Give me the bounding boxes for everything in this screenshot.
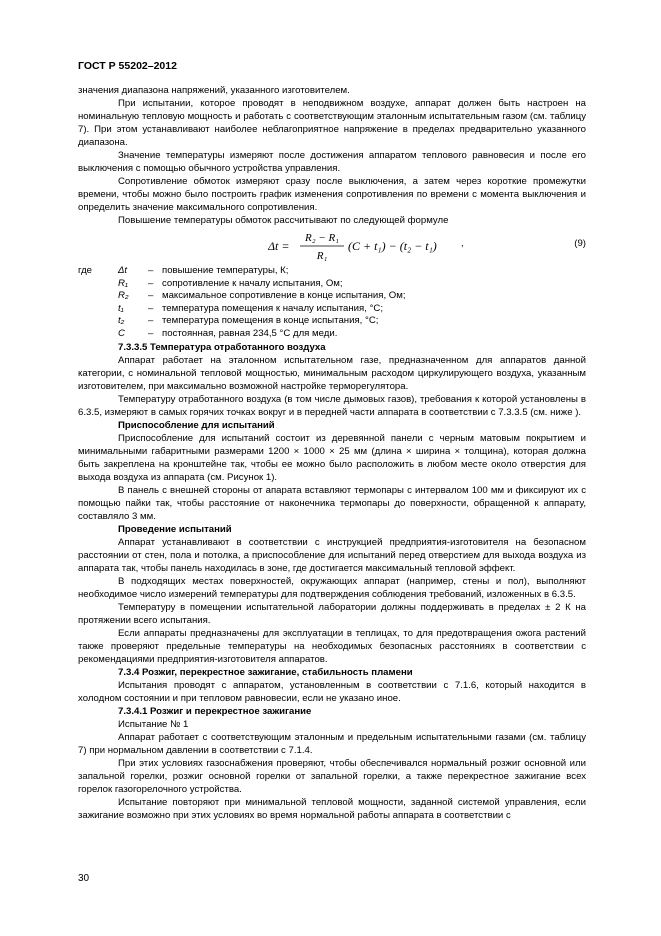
section-heading: 7.3.3.5 Температура отработанного воздуха [118,341,326,353]
paragraph: Сопротивление обмоток измеряют сразу после выключения, а затем через короткие промежутки времени, чтобы можно было построить график изменения сопротивления по времени с момента выключения и определить значение максимального сопротивления. [78,176,586,213]
paragraph: При этих условиях газоснабжения проверяют, чтобы обеспечивался нормальный розжиг основной или запальной горелки, розжиг основной горелки от запальной горелки, а также перекрестное зажигание всех горелок газогорелочного устройства. [78,757,586,795]
document-body [78,84,586,822]
subsection-heading: Проведение испытаний [118,523,232,535]
legend-text: повышение температуры, К; [162,265,289,276]
paragraph: Аппарат работает с соответствующим эталонным и предельным испытательными газами (см. таблицу 7) при нормальном давлении в соответствии с 7.1.4. [78,731,586,756]
formula-lhs: Δt = [268,239,290,253]
legend-dash: – [148,290,154,302]
legend-symbol: t₁ [118,302,124,314]
formula-numerator: R₂ − R₁ [304,232,340,244]
paragraph: Приспособление для испытаний состоит из деревянной панели с черным матовым покрытием и минимальными габаритными размерами 1200 × 1000 × 25 мм (длина × ширина × толщина), которая должна быть закреплена на кронштейне так, чтобы ее можно было расположить в любом месте около отверстия для выхода воздуха из аппарата (см. Рисунок 1). [78,432,586,483]
formula-9 [78,227,586,265]
legend-symbol: R₁ [118,277,128,289]
legend-dash: – [148,265,154,276]
paragraph: значения диапазона напряжений, указанного изготовителем. [78,85,350,96]
section-heading: 7.3.4.1 Розжиг и перекрестное зажигание [118,705,312,717]
legend-text: постоянная, равная 234,5 °С для меди. [162,327,338,339]
test-label: Испытание № 1 [118,718,189,730]
formula-comma: , [461,238,464,249]
legend-symbol: Δt [118,265,128,276]
document-header: ГОСТ Р 55202–2012 [78,60,177,72]
legend-dash: – [148,277,154,289]
paragraph: Температуру в помещении испытательной лаборатории должны поддерживать в пределах ± 2 К на протяжении всего испытания. [78,601,586,626]
formula-denominator: R₁ [316,250,328,262]
subsection-heading: Приспособление для испытаний [118,419,275,431]
legend-text: сопротивление к началу испытания, Ом; [162,277,343,289]
paragraph: Температуру отработанного воздуха (в том числе дымовых газов), требования к которой установлены в 6.3.5, измеряют в самых горячих точках вокруг и в передней части аппарата в соответствии с 7.3.3.5 (см. ниже ). [78,393,586,418]
legend-dash: – [148,302,154,314]
page-number: 30 [78,873,90,884]
legend-text: температура помещения к началу испытания, °С; [162,302,383,314]
legend-symbol: C [118,327,125,339]
section-heading: 7.3.4 Розжиг, перекрестное зажигание, стабильность пламени [118,666,413,678]
legend-dash: – [148,315,154,327]
legend-where: где [78,265,93,276]
paragraph: При испытании, которое проводят в неподвижном воздухе, аппарат должен быть настроен на номинальную тепловую мощность и работать с соответствующим эталонным испытательным газом (см. таблицу 7). При этом устанавливают наиболее неблагоприятное напряжение в пределах предварительно указанного диапазона. [78,98,586,148]
legend-text: максимальное сопротивление в конце испытания, Ом; [162,290,406,302]
formula-graphic [268,229,488,263]
paragraph: Аппарат работает на эталонном испытательном газе, предназначенном для аппаратов данной категории, с номинальной тепловой мощностью, минимальным расходом циркулирующего воздуха, указанным изготовителем, при максимально возможной настройке терморегулятора. [78,354,586,392]
paragraph: Если аппараты предназначены для эксплуатации в теплицах, то для предотвращения ожога растений также проверяют предельные температуры на необходимых безопасных расстояниях в соответствии с рекомендациями предприятия-изготовителя аппаратов. [78,627,586,665]
legend-dash: – [148,327,154,339]
paragraph: Испытания проводят с аппаратом, установленным в соответствии с 7.1.6, который находится в холодном состоянии и при тепловом равновесии, если не указано иное. [78,679,586,704]
paragraph: В подходящих местах поверхностей, окружающих аппарат (например, стены и пол), выполняют необходимое число измерений температуры для подтверждения соблюдения требований, изложенных в 6.3.5. [78,575,586,600]
paragraph: Повышение температуры обмоток рассчитывают по следующей формуле [118,215,449,226]
legend-text: температура помещения в конце испытания, °С; [162,315,379,327]
legend-symbol: t₂ [118,315,125,327]
paragraph: Испытание повторяют при минимальной тепловой мощности, заданной системой управления, если зажигание возможно при этих условиях во время нормальной работы аппарата в соответствии с [78,796,586,821]
legend-symbol: R₂ [118,290,129,302]
formula-rest: (C + t₁) − (t₂ − t₁) [348,239,437,253]
paragraph: Значение температуры измеряют после достижения аппаратом теплового равновесия и после его выключения с помощью обычного устройства управления. [78,150,586,174]
paragraph: Аппарат устанавливают в соответствии с инструкцией предприятия-изготовителя на безопасном расстоянии от стен, пола и потолка, а приспособление для испытаний перед отверстием для выхода воздуха из аппарата так, чтобы панель находилась в зоне, где достигается максимальный тепловой эффект. [78,536,586,574]
equation-number: (9) [574,238,586,249]
paragraph: В панель с внешней стороны от апарата вставляют термопары с интервалом 100 мм и фиксируют их с помощью пайки так, чтобы расстояние от наконечника термопары до поверхности, обращенной к аппарату, составляло 3 мм. [78,484,586,522]
formula-legend [78,265,586,341]
